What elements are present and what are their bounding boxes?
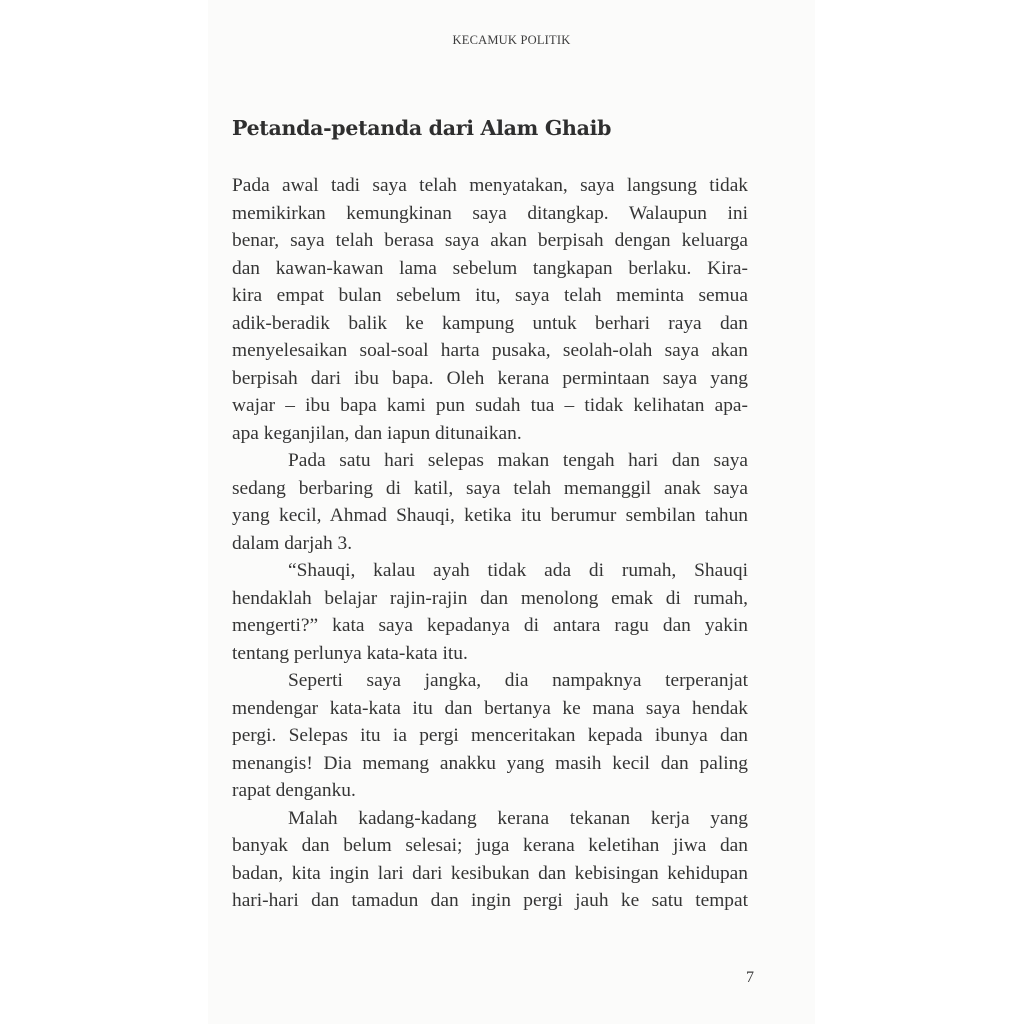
running-head: KECAMUK POLITIK (452, 33, 571, 47)
text-line: apa keganjilan, dan iapun ditunaikan. (232, 422, 522, 444)
text-line: adik-beradik balik ke kampung untuk berhari raya dan (232, 312, 748, 334)
text-line: hari-hari dan tamadun dan ingin pergi jauh ke satu tempat (232, 890, 748, 911)
page-number: 7 (746, 969, 754, 986)
text-line: berpisah dari ibu bapa. Oleh kerana permintaan saya yang (232, 367, 748, 389)
text-line: Pada awal tadi saya telah menyatakan, saya langsung tidak (232, 175, 748, 196)
text-line: dan kawan-kawan lama sebelum tangkapan berlaku. Kira- (232, 257, 748, 279)
text-line: kira empat bulan sebelum itu, saya telah meminta semua (232, 285, 748, 306)
text-line: rapat denganku. (232, 780, 356, 801)
text-line: dalam darjah 3. (232, 532, 353, 554)
text-line: pergi. Selepas itu ia pergi menceritakan kepada ibunya dan (232, 725, 748, 746)
text-line: Pada satu hari selepas makan tengah hari dan saya (288, 450, 748, 471)
text-line: benar, saya telah berasa saya akan berpisah dengan keluarga (232, 230, 748, 251)
text-line: mengerti?” kata saya kepadanya di antara ragu dan yakin (232, 615, 748, 636)
text-line: wajar – ibu bapa kami pun sudah tua – tidak kelihatan apa- (232, 395, 748, 416)
text-line: tentang perlunya kata-kata itu. (232, 642, 468, 664)
text-line: banyak dan belum selesai; juga kerana keletihan jiwa dan (232, 835, 748, 856)
section-heading: Petanda-petanda dari Alam Ghaib (232, 116, 612, 140)
text-line: yang kecil, Ahmad Shauqi, ketika itu berumur sembilan tahun (232, 505, 748, 526)
text-line: mendengar kata-kata itu dan bertanya ke mana saya hendak (232, 697, 748, 719)
text-line: sedang berbaring di katil, saya telah memanggil anak saya (232, 477, 748, 499)
text-line: “Shauqi, kalau ayah tidak ada di rumah, Shauqi (288, 560, 748, 581)
paragraph (232, 557, 748, 667)
paragraph (232, 667, 748, 805)
paragraph (232, 447, 748, 557)
text-line: badan, kita ingin lari dari kesibukan dan kebisingan kehidupan (232, 862, 748, 884)
body-text (232, 172, 748, 915)
paragraph (232, 172, 748, 447)
text-line: menyelesaikan soal-soal harta pusaka, seolah-olah saya akan (232, 340, 748, 361)
book-page (208, 0, 815, 1024)
text-line: Malah kadang-kadang kerana tekanan kerja yang (288, 807, 748, 829)
text-line: memikirkan kemungkinan saya ditangkap. Walaupun ini (232, 202, 748, 224)
paragraph (232, 805, 748, 915)
text-line: Seperti saya jangka, dia nampaknya terperanjat (288, 670, 748, 691)
text-line: menangis! Dia memang anakku yang masih kecil dan paling (232, 752, 748, 774)
text-line: hendaklah belajar rajin-rajin dan menolong emak di rumah, (232, 587, 748, 609)
